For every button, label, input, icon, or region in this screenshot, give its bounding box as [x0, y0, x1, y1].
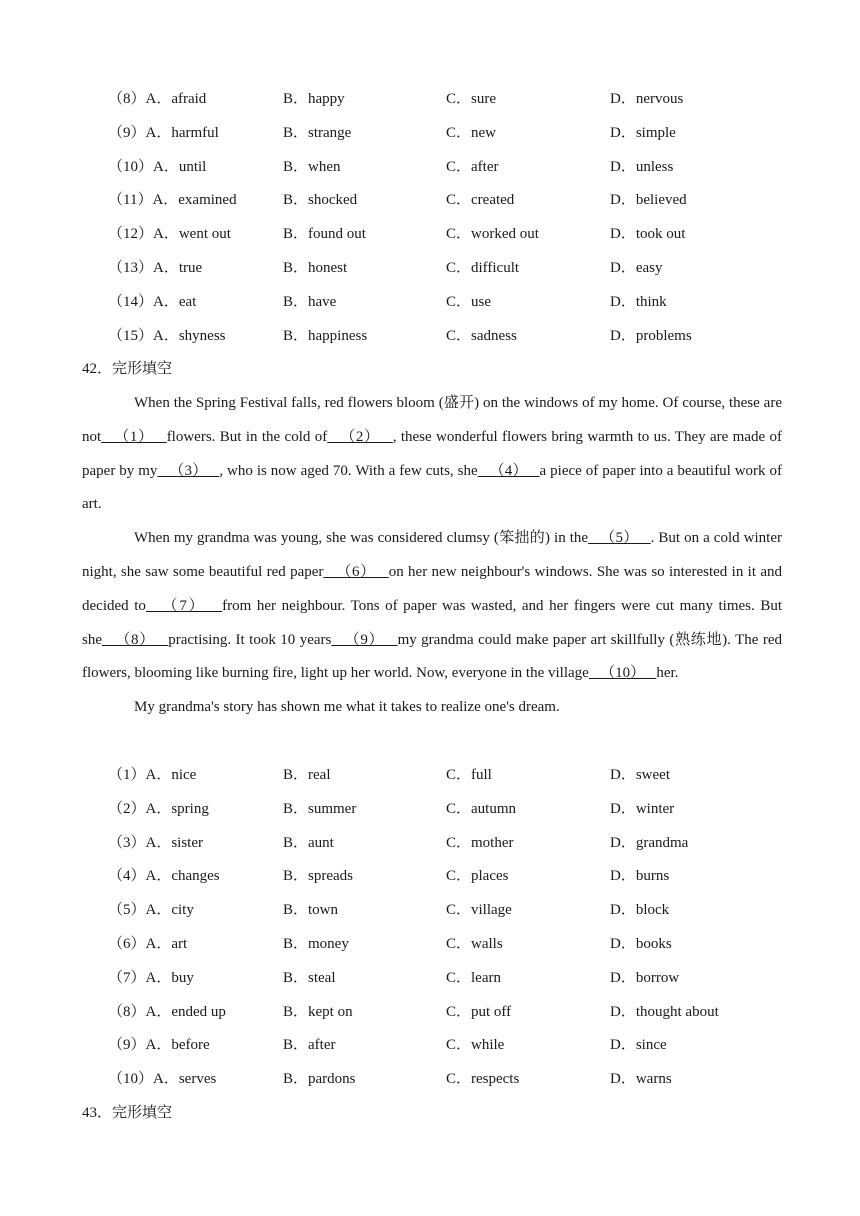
- question-42-title: 42．完形填空: [82, 361, 173, 377]
- passage-paragraph-1: [82, 387, 782, 522]
- passage-text: When the Spring Festival falls, red flowers bloom (盛开) on the windows of my home. Of course, these are not: [82, 395, 782, 445]
- option-a: （14）A．eat: [108, 293, 197, 310]
- option-d: D．thought about: [610, 1003, 719, 1020]
- option-d: D．sweet: [610, 767, 670, 783]
- option-b: B．pardons: [283, 1071, 356, 1088]
- question-42-options: [108, 759, 808, 1097]
- option-row-14: [108, 286, 808, 320]
- option-a: （10）A．until: [108, 158, 207, 175]
- option-a: （1）A．nice: [108, 767, 197, 783]
- blank-8: （8）: [102, 631, 169, 648]
- option-d: D．problems: [610, 327, 692, 344]
- passage-text: on her new neighbour's windows. She was so interested in it and decided to: [82, 563, 782, 614]
- passage-text: practising. It took 10 years: [168, 631, 332, 648]
- option-c: C．use: [446, 293, 492, 310]
- option-d: D．winter: [610, 800, 675, 817]
- blank-5: （5）: [588, 530, 651, 547]
- option-c: C．autumn: [446, 800, 516, 817]
- option-a: （5）A．city: [108, 902, 194, 919]
- option-d: D．warns: [610, 1071, 672, 1088]
- passage-text: a piece of paper into a beautiful work of art.: [82, 462, 782, 513]
- blank-9: （9）: [331, 631, 398, 648]
- option-c: C．while: [446, 1037, 505, 1054]
- option-c: C．mother: [446, 834, 514, 851]
- option-b: B．money: [283, 935, 349, 952]
- option-row-11: [108, 184, 808, 218]
- option-row-15: [108, 320, 808, 354]
- passage-text: , these wonderful flowers bring warmth to us. They are made of paper by my: [82, 428, 782, 479]
- option-a: （9）A．harmful: [108, 124, 219, 141]
- option-b: B．steal: [283, 969, 336, 986]
- option-row-7: [108, 962, 808, 996]
- option-row-4: [108, 860, 808, 894]
- option-a: （4）A．changes: [108, 868, 220, 885]
- option-c: C．village: [446, 902, 512, 919]
- option-a: （6）A．art: [108, 935, 188, 952]
- option-row-6: [108, 928, 808, 962]
- option-c: C．full: [446, 767, 492, 783]
- previous-question-options: [108, 83, 808, 353]
- passage-text: her.: [656, 665, 679, 682]
- passage-text: my grandma could make paper art skillfully (熟练地). The red flowers, blooming like burning fire, light up her world. Now, everyone in the village: [82, 631, 782, 682]
- option-row-8: [108, 83, 808, 117]
- option-row-13: [108, 252, 808, 286]
- blank-7: （7）: [145, 597, 223, 614]
- blank-1: （1）: [101, 428, 167, 445]
- option-a: （3）A．sister: [108, 834, 203, 851]
- option-b: B．spreads: [283, 868, 353, 885]
- blank-6: （6）: [323, 563, 389, 580]
- question-43-title: 43．完形填空: [82, 1105, 173, 1121]
- option-a: （7）A．buy: [108, 969, 194, 986]
- option-row-12: [108, 218, 808, 252]
- passage-text: from her neighbour. Tons of paper was wasted, and her fingers were cut many times. But she: [82, 597, 782, 648]
- option-c: C．respects: [446, 1071, 520, 1088]
- passage-paragraph-2: [82, 522, 782, 691]
- blank-2: （2）: [327, 428, 393, 445]
- option-row-10: [108, 151, 808, 185]
- option-c: C．places: [446, 868, 509, 885]
- option-b: B．found out: [283, 226, 366, 243]
- option-row-1: [108, 759, 808, 793]
- blank-3: （3）: [157, 462, 220, 479]
- option-row-9: [108, 1029, 808, 1063]
- option-c: C．sure: [446, 91, 496, 107]
- blank-4: （4）: [477, 462, 540, 479]
- option-b: B．town: [283, 902, 339, 919]
- option-row-5: [108, 894, 808, 928]
- option-b: B．after: [283, 1037, 336, 1054]
- option-d: D．simple: [610, 124, 676, 141]
- question-42-passage: [82, 387, 782, 725]
- option-c: C．put off: [446, 1003, 512, 1020]
- option-d: D．easy: [610, 259, 663, 276]
- option-a: （8）A．afraid: [108, 91, 207, 107]
- option-b: B．happy: [283, 91, 345, 107]
- option-row-10: [108, 1063, 808, 1097]
- option-row-8: [108, 996, 808, 1030]
- option-c: C．worked out: [446, 226, 539, 243]
- option-b: B．summer: [283, 800, 357, 817]
- option-d: D．block: [610, 902, 670, 919]
- option-a: （12）A．went out: [108, 226, 231, 243]
- blank-10: （10）: [588, 665, 657, 682]
- option-a: （13）A．true: [108, 259, 203, 276]
- option-c: C．created: [446, 192, 515, 209]
- option-c: C．difficult: [446, 259, 520, 276]
- option-c: C．walls: [446, 935, 503, 952]
- option-b: B．aunt: [283, 834, 334, 851]
- option-row-3: [108, 827, 808, 861]
- option-b: B．honest: [283, 259, 348, 276]
- passage-text: . But on a cold winter night, she saw some beautiful red paper: [82, 530, 782, 580]
- option-b: B．strange: [283, 124, 352, 141]
- option-b: B．shocked: [283, 192, 358, 209]
- option-c: C．learn: [446, 969, 501, 986]
- option-b: B．happiness: [283, 327, 368, 344]
- option-d: D．think: [610, 293, 667, 310]
- option-b: B．real: [283, 767, 331, 783]
- option-a: （11）A．examined: [108, 192, 237, 209]
- option-d: D．grandma: [610, 834, 689, 851]
- passage-text: When my grandma was young, she was considered clumsy (笨拙的) in the: [134, 530, 589, 547]
- option-d: D．since: [610, 1037, 667, 1054]
- option-d: D．burns: [610, 868, 670, 885]
- option-b: B．kept on: [283, 1003, 353, 1020]
- option-c: C．after: [446, 158, 499, 175]
- option-row-9: [108, 117, 808, 151]
- option-a: （10）A．serves: [108, 1071, 217, 1088]
- option-b: B．have: [283, 293, 337, 310]
- option-a: （2）A．spring: [108, 800, 209, 817]
- option-c: C．new: [446, 124, 496, 141]
- passage-text: flowers. But in the cold of: [166, 428, 328, 445]
- passage-paragraph-3: My grandma's story has shown me what it takes to realize one's dream.: [134, 699, 560, 716]
- option-d: D．unless: [610, 158, 674, 175]
- option-b: B．when: [283, 158, 341, 175]
- passage-text: , who is now aged 70. With a few cuts, she: [219, 462, 478, 479]
- option-a: （9）A．before: [108, 1037, 210, 1054]
- option-c: C．sadness: [446, 327, 517, 344]
- option-a: （15）A．shyness: [108, 327, 226, 344]
- option-row-2: [108, 793, 808, 827]
- option-d: D．believed: [610, 192, 687, 209]
- option-d: D．took out: [610, 226, 686, 243]
- option-a: （8）A．ended up: [108, 1003, 226, 1020]
- option-d: D．books: [610, 935, 672, 952]
- option-d: D．borrow: [610, 969, 680, 986]
- option-d: D．nervous: [610, 91, 684, 107]
